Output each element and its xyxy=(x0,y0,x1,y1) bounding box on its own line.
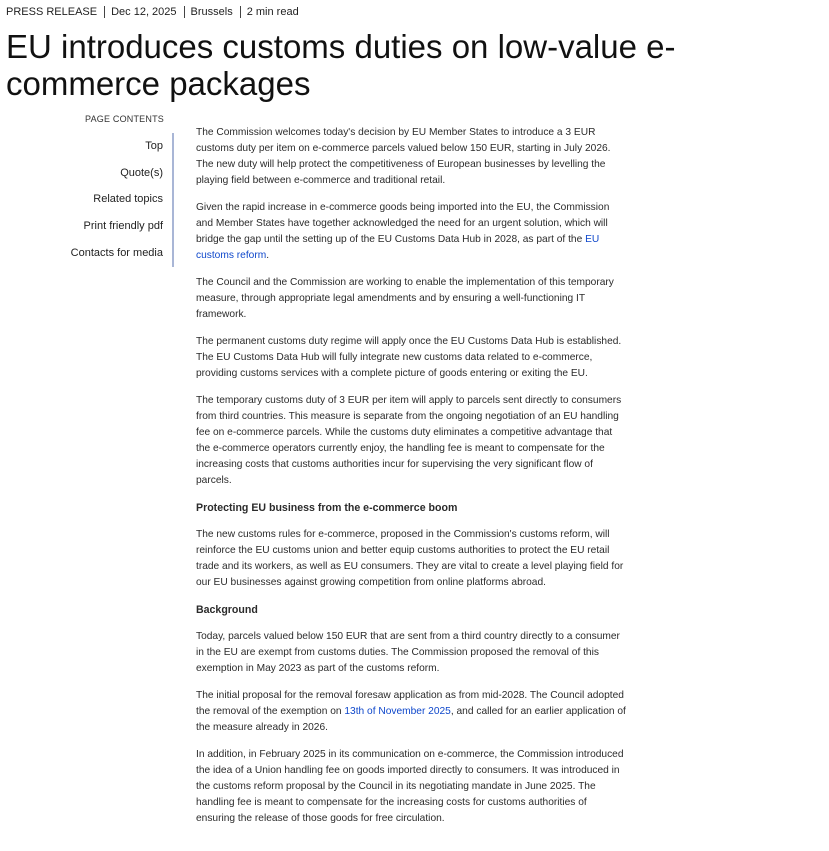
read-time: 2 min read xyxy=(246,6,299,18)
november-2025-link[interactable]: 13th of November 2025 xyxy=(344,706,451,717)
paragraph: Today, parcels valued below 150 EUR that are sent from a third country directly to a consumer in the EU are exempt from customs duties. The Commission proposed the removal of this exemption in May 2023 as part of the customs reform. xyxy=(196,631,620,674)
paragraph: The Commission welcomes today's decision by EU Member States to introduce a 3 EUR customs duty per item on e-commerce parcels valued below 150 EUR, starting in July 2026. The new duty will help protect the competitiveness of European businesses by levelling the playing field between e-commerce and traditional retail. xyxy=(196,127,611,186)
article-body xyxy=(196,125,626,838)
article-meta xyxy=(6,6,299,18)
toc-link-print-pdf[interactable]: Print friendly pdf xyxy=(83,220,163,232)
page-contents-heading: PAGE CONTENTS xyxy=(85,114,164,124)
paragraph: The Council and the Commission are working to enable the implementation of this temporary measure, through appropriate legal amendments and by ensuring a well-functioning IT framework. xyxy=(196,277,614,320)
section-heading-background: Background xyxy=(196,604,258,616)
meta-divider xyxy=(184,6,185,18)
section-heading-protecting-eu-business: Protecting EU business from the e-commerce boom xyxy=(196,502,458,514)
location: Brussels xyxy=(190,6,233,18)
content-type-label: PRESS RELEASE xyxy=(6,6,98,18)
paragraph: The new customs rules for e-commerce, proposed in the Commission's customs reform, will reinforce the EU customs union and better equip customs authorities to protect the EU retail trade and its workers, as well as EU consumers. They are vital to create a level playing field for our EU businesses against growing competition from online platforms abroad. xyxy=(196,529,624,588)
paragraph: The temporary customs duty of 3 EUR per item will apply to parcels sent directly to consumers from third countries. This measure is separate from the ongoing negotiation of an EU handling fee on e-commerce parcels. While the customs duty eliminates a competitive advantage that the e-commerce operators currently enjoy, the handling fee is meant to compensate for the increasing costs that customs authorities incur for supervising the very significant flow of parcels. xyxy=(196,395,622,486)
paragraph: The permanent customs duty regime will apply once the EU Customs Data Hub is established. The EU Customs Data Hub will fully integrate new customs data related to e-commerce, providing customs services with a complete picture of goods entering or exiting the EU. xyxy=(196,336,622,379)
paragraph: In addition, in February 2025 in its communication on e-commerce, the Commission introduced the idea of a Union handling fee on goods imported directly to consumers. It was introduced in the customs reform proposal by the Council in its negotiating mandate in June 2025. The handling fee is meant to compensate for the increasing costs for customs authorities of ensuring the release of those goods for free circulation. xyxy=(196,749,624,824)
toc-link-quotes[interactable]: Quote(s) xyxy=(120,167,163,179)
page-contents-list xyxy=(0,133,174,267)
paragraph: Given the rapid increase in e-commerce goods being imported into the EU, the Commission and Member States have together acknowledged the need for an urgent solution, which will bridge the gap until the setting up of the EU Customs Data Hub in 2028, as part of the EU customs reform. xyxy=(196,202,610,261)
paragraph: The initial proposal for the removal foresaw application as from mid-2028. The Council adopted the removal of the exemption on 13th of November 2025, and called for an earlier application of the measure already in 2026. xyxy=(196,690,626,733)
meta-divider xyxy=(240,6,241,18)
toc-link-related-topics[interactable]: Related topics xyxy=(93,193,163,205)
meta-divider xyxy=(104,6,105,18)
toc-link-top[interactable]: Top xyxy=(145,140,163,152)
toc-link-contacts-media[interactable]: Contacts for media xyxy=(70,247,163,259)
page-title: EU introduces customs duties on low-value e-commerce packages xyxy=(6,28,676,102)
publish-date: Dec 12, 2025 xyxy=(111,6,177,18)
eu-customs-reform-link[interactable]: EU customs reform xyxy=(196,234,600,261)
